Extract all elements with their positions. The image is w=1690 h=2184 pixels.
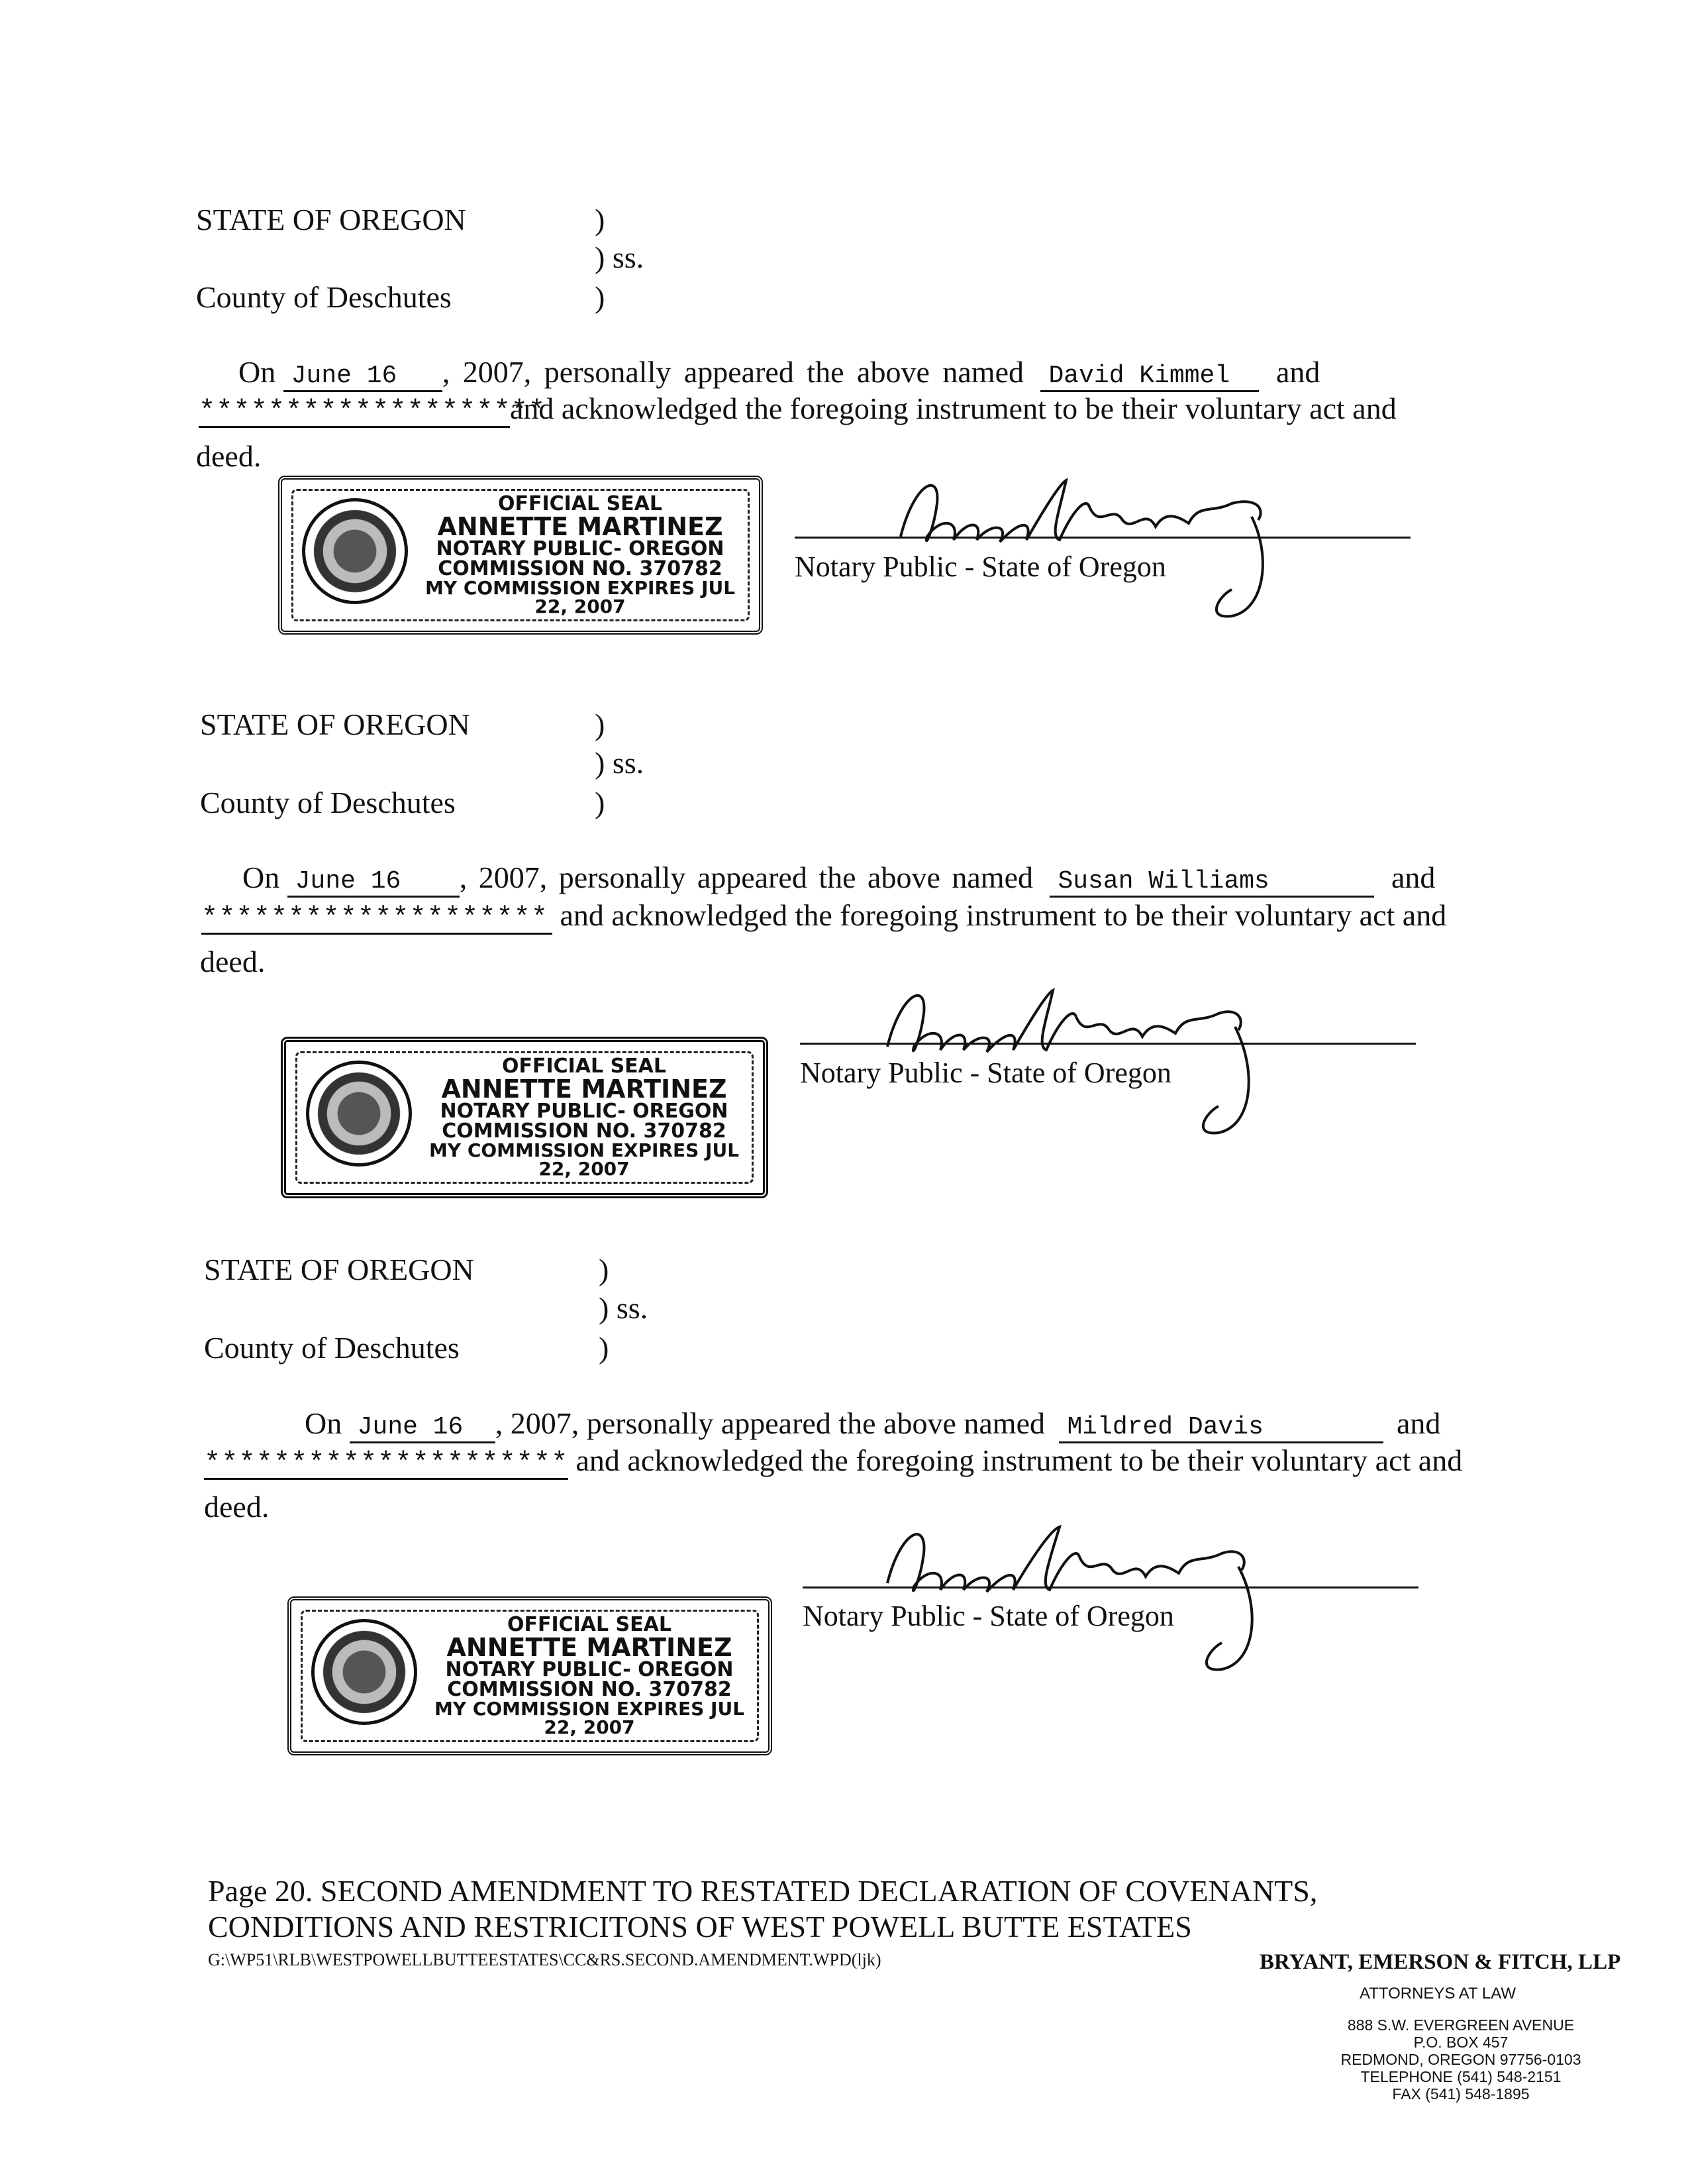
date-value: June 16 (295, 867, 401, 896)
seal-line-official: OFFICIAL SEAL (501, 1055, 667, 1078)
seal-line-name: ANNETTE MARTINEZ (441, 1074, 727, 1104)
notary-signature (861, 1504, 1324, 1683)
second-name-field: ********************* (204, 1447, 569, 1479)
county-heading: County of Deschutes (200, 786, 456, 819)
name-value: Mildred Davis (1067, 1413, 1264, 1441)
venue-paren: ) (599, 1253, 609, 1286)
signature-line (800, 1043, 1416, 1045)
venue-paren: ) (595, 707, 605, 741)
notary-public-label: Notary Public - State of Oregon (803, 1600, 1174, 1632)
date-field (350, 1410, 495, 1443)
name-field (1059, 1410, 1383, 1443)
seal-line-commission: COMMISSION NO. 370782 (442, 1119, 726, 1143)
seal-text (419, 1057, 750, 1178)
venue-paren: ) (595, 786, 605, 819)
firm-address-3: REDMOND, OREGON 97756-0103 (1340, 2051, 1581, 2068)
deed-word: deed. (204, 1490, 270, 1524)
date-field (287, 864, 460, 898)
state-heading: STATE OF OREGON (200, 707, 470, 741)
on-word: On (238, 355, 276, 389)
date-field (283, 358, 442, 392)
acknowledgment-text: and acknowledged the foregoing instrument to be their voluntary act and (560, 898, 1447, 932)
firm-fax: FAX (541) 548-1895 (1392, 2085, 1530, 2103)
notary-seal (281, 1037, 768, 1198)
seal-line-notary: NOTARY PUBLIC- OREGON (436, 537, 724, 560)
and-word: and (1396, 1406, 1441, 1440)
county-heading: County of Deschutes (196, 280, 452, 314)
name-field (1040, 358, 1259, 392)
acknowledgment-text: and acknowledged the foregoing instrument to be their voluntary act and (575, 1443, 1463, 1477)
footer-title-line-2: CONDITIONS AND RESTRICITONS OF WEST POWELL BUTTE ESTATES (208, 1910, 1192, 1944)
acknowledgment-line (238, 354, 1320, 392)
venue-ss: ) ss. (595, 240, 644, 274)
state-heading: STATE OF OREGON (196, 203, 466, 236)
state-seal-emblem (302, 498, 408, 604)
notary-seal (278, 476, 763, 635)
year-text: , 2007, personally appeared the above named (495, 1406, 1045, 1440)
and-word: and (1275, 355, 1320, 389)
notary-signature (861, 457, 1324, 629)
firm-address-2: P.O. BOX 457 (1413, 2034, 1509, 2051)
name-field (1050, 864, 1374, 898)
acknowledgment-line-2 (199, 391, 1397, 428)
seal-line-commission: COMMISSION NO. 370782 (438, 557, 722, 580)
seal-line-name: ANNETTE MARTINEZ (446, 1633, 732, 1662)
attorneys-at-law: ATTORNEYS AT LAW (1359, 1985, 1516, 2002)
notary-seal (287, 1596, 772, 1755)
year-text: , 2007, personally appeared the above named (459, 860, 1033, 894)
and-word: and (1391, 860, 1436, 894)
notary-public-label: Notary Public - State of Oregon (795, 550, 1166, 583)
venue-paren: ) (599, 1331, 609, 1365)
name-value: Susan Williams (1058, 867, 1269, 896)
state-seal-emblem (306, 1061, 412, 1167)
venue-ss: ) ss. (595, 746, 644, 780)
seal-line-expires: MY COMMISSION EXPIRES JUL 22, 2007 (428, 1139, 740, 1180)
date-value: June 16 (357, 1413, 464, 1441)
acknowledgment-line-2 (204, 1443, 1462, 1480)
seal-line-expires: MY COMMISSION EXPIRES JUL 22, 2007 (424, 577, 736, 617)
venue-paren: ) (595, 280, 605, 314)
seal-text (424, 1615, 755, 1737)
acknowledgment-line (305, 1406, 1440, 1443)
law-firm-name: BRYANT, EMERSON & FITCH, LLP (1260, 1950, 1621, 1974)
notary-signature (861, 961, 1324, 1146)
state-heading: STATE OF OREGON (204, 1253, 474, 1286)
deed-word: deed. (200, 945, 266, 978)
firm-address-1: 888 S.W. EVERGREEN AVENUE (1347, 2016, 1575, 2034)
seal-line-official: OFFICIAL SEAL (507, 1613, 672, 1636)
venue-ss: ) ss. (599, 1291, 648, 1325)
firm-telephone: TELEPHONE (541) 548-2151 (1360, 2068, 1562, 2085)
county-heading: County of Deschutes (204, 1331, 460, 1365)
deed-word: deed. (196, 439, 262, 473)
on-word: On (242, 860, 280, 894)
file-path: G:\WP51\RLB\WESTPOWELLBUTTEESTATES\CC&RS.SECOND.AMENDMENT.WPD(ljk) (208, 1950, 881, 1969)
footer-title-line-1: Page 20. SECOND AMENDMENT TO RESTATED DECLARATION OF COVENANTS, (208, 1874, 1318, 1908)
seal-line-name: ANNETTE MARTINEZ (437, 512, 723, 541)
date-value: June 16 (291, 362, 397, 390)
notary-public-label: Notary Public - State of Oregon (800, 1057, 1171, 1089)
seal-line-notary: NOTARY PUBLIC- OREGON (445, 1658, 734, 1681)
venue-paren: ) (595, 203, 605, 236)
second-name-field: ******************** (201, 904, 552, 935)
signature-line (795, 537, 1411, 539)
state-seal-emblem (311, 1619, 417, 1725)
year-text: , 2007, personally appeared the above named (442, 355, 1024, 389)
acknowledgment-text: and acknowledged the foregoing instrument to be their voluntary act and (510, 391, 1397, 425)
signature-line (803, 1586, 1418, 1588)
seal-line-expires: MY COMMISSION EXPIRES JUL 22, 2007 (434, 1698, 745, 1738)
seal-line-notary: NOTARY PUBLIC- OREGON (440, 1100, 728, 1123)
seal-line-official: OFFICIAL SEAL (497, 492, 663, 515)
seal-line-commission: COMMISSION NO. 370782 (447, 1678, 732, 1701)
name-value: David Kimmel (1048, 362, 1230, 390)
acknowledgment-line (242, 860, 1435, 898)
second-name-field: ******************** (199, 395, 546, 427)
acknowledgment-line-2 (201, 898, 1446, 935)
seal-text (415, 494, 746, 616)
on-word: On (305, 1406, 342, 1440)
